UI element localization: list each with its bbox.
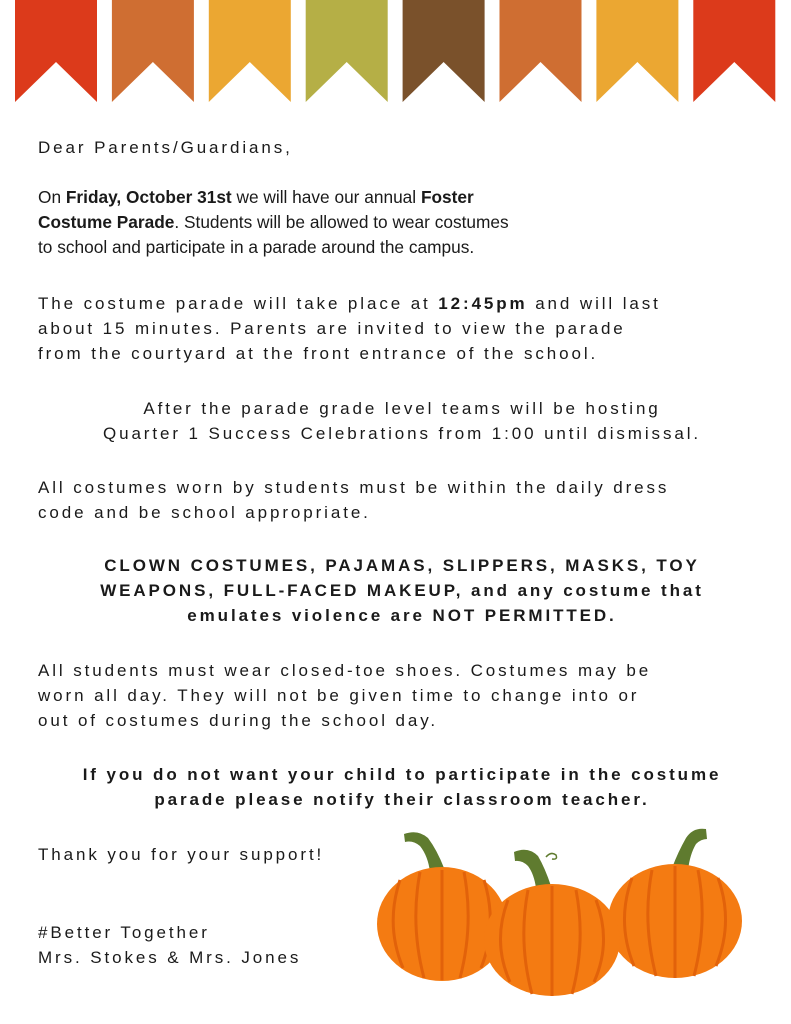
pennant-flag xyxy=(15,0,97,102)
parade-time: 12:45pm xyxy=(438,294,528,313)
prohibited-items-notice: CLOWN COSTUMES, PAJAMAS, SLIPPERS, MASKS, TOY WEAPONS, FULL-FACED MAKEUP, and any costume that emulates violence are NOT PERMITTED. xyxy=(100,556,704,625)
greeting: Dear Parents/Guardians, xyxy=(38,138,293,157)
pennant-flag xyxy=(112,0,194,102)
pumpkins-illustration xyxy=(370,820,750,1010)
dress-code-paragraph: All costumes worn by students must be within the daily dress code and be school appropriate. xyxy=(38,478,670,522)
pennant-flag xyxy=(403,0,485,102)
thanks-line: Thank you for your support! xyxy=(38,845,325,864)
pennant-flag xyxy=(209,0,291,102)
time-paragraph: The costume parade will take place at 12:45pm and will last about 15 minutes. Parents are invited to view the parade from the courtyard at the front entrance of the school. xyxy=(38,294,661,363)
opt-out-notice: If you do not want your child to participate in the costume parade please notify their classroom teacher. xyxy=(82,765,722,809)
pumpkin-middle-icon xyxy=(484,850,620,996)
shoes-paragraph: All students must wear closed-toe shoes. Costumes may be worn all day. They will not be given time to change into or out of costumes during the school day. xyxy=(38,661,652,730)
pumpkin-right-icon xyxy=(608,829,742,978)
event-date: Friday, October 31st xyxy=(65,187,232,207)
pennant-flag xyxy=(596,0,678,102)
pennant-flag xyxy=(693,0,775,102)
pumpkin-left-icon xyxy=(377,832,507,981)
intro-paragraph: On Friday, October 31st we will have our annual Foster Costume Parade. Students will be allowed to wear costumes to school and participate in a parade around the campus. xyxy=(38,187,509,257)
event-name: Costume Parade xyxy=(38,212,175,232)
signature: Mrs. Stokes & Mrs. Jones xyxy=(38,948,302,967)
pennant-flag xyxy=(306,0,388,102)
pennant-flag xyxy=(500,0,582,102)
hashtag: #Better Together xyxy=(38,923,210,942)
celebration-paragraph: After the parade grade level teams will be hosting Quarter 1 Success Celebrations from 1:00 until dismissal. xyxy=(102,399,702,443)
pennant-bunting xyxy=(0,0,791,104)
